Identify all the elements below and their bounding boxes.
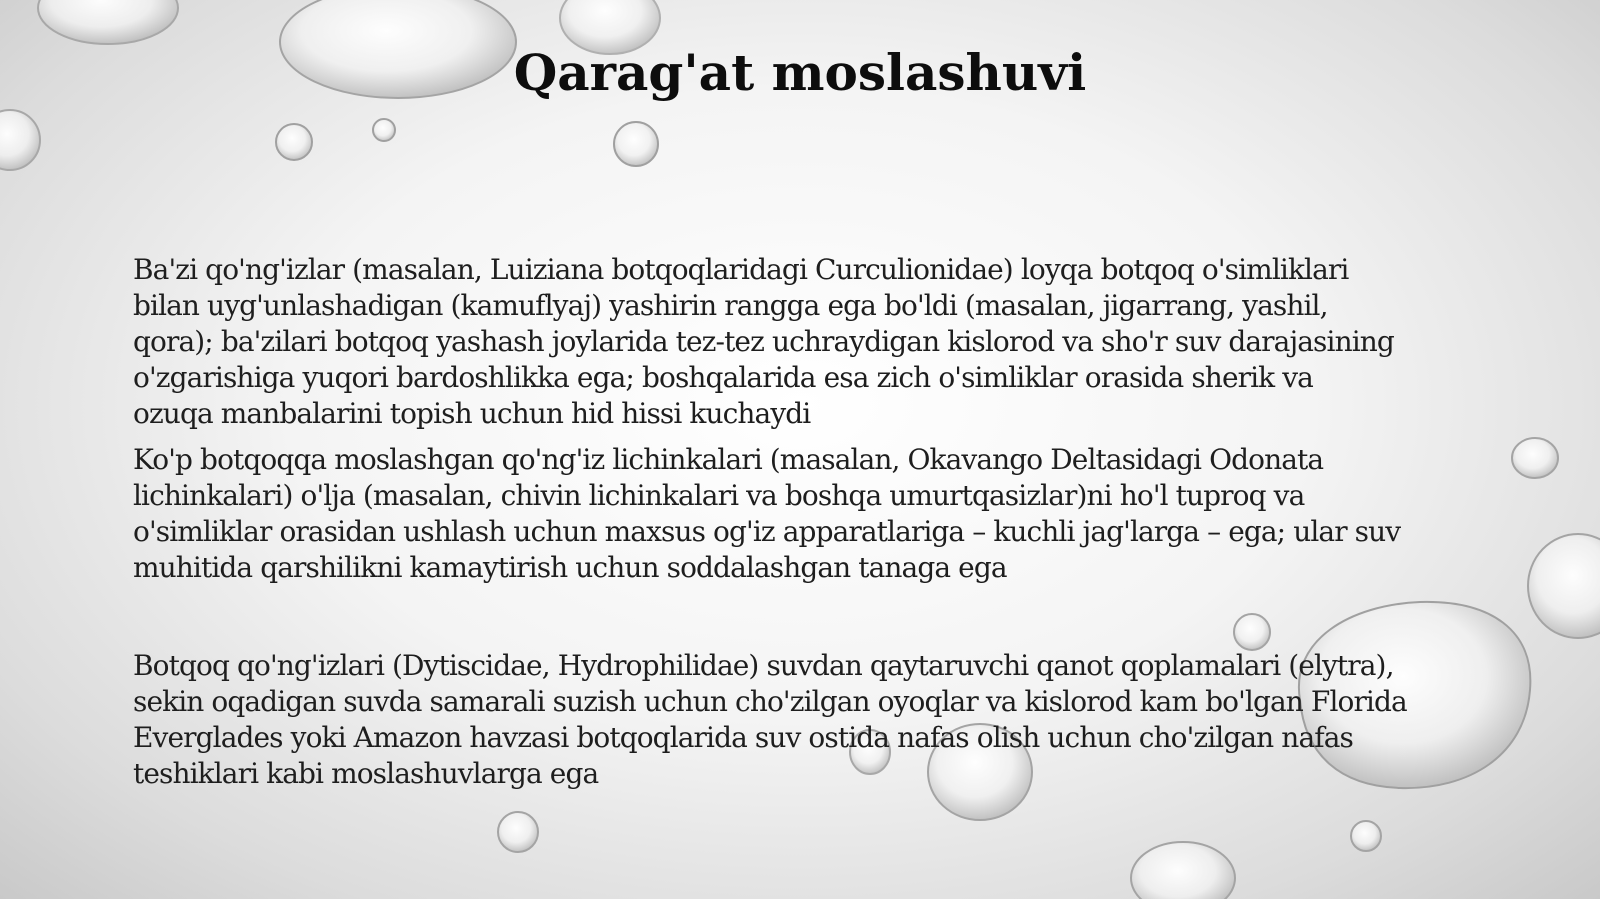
paragraph-line: Botqoq qo'ng'izlari (Dytiscidae, Hydrophilidae) suvdan qaytaruvchi qanot qoplamalari (elytra), bbox=[133, 649, 1394, 682]
droplet-left-edge bbox=[0, 110, 40, 170]
droplet-bottom-3 bbox=[498, 812, 538, 852]
slide-title: Qarag'at moslashuvi bbox=[513, 43, 1087, 102]
droplet-small-1 bbox=[276, 124, 312, 160]
paragraph-line: o'zgarishiga yuqori bardoshlikka ega; boshqalarida esa zich o'simliklar orasida sherik va bbox=[133, 361, 1313, 394]
paragraph-swamp-beetles bbox=[133, 648, 1513, 792]
droplet-right-1 bbox=[1512, 438, 1558, 478]
droplet-bottom-4 bbox=[1131, 842, 1235, 899]
paragraph-larvae bbox=[133, 442, 1513, 586]
slide-body bbox=[133, 252, 1513, 792]
droplet-small-2 bbox=[373, 119, 395, 141]
paragraph-line: Ko'p botqoqqa moslashgan qo'ng'iz lichinkalari (masalan, Okavango Deltasidagi Odonata bbox=[133, 443, 1324, 476]
paragraph-line: teshiklari kabi moslashuvlarga ega bbox=[133, 757, 599, 790]
paragraph-line: o'simliklar orasidan ushlash uchun maxsus og'iz apparatlariga – kuchli jag'larga – ega; ular suv bbox=[133, 515, 1401, 548]
paragraph-line: Everglades yoki Amazon havzasi botqoqlarida suv ostida nafas olish uchun cho'zilgan nafas bbox=[133, 721, 1353, 754]
paragraph-line: Ba'zi qo'ng'izlar (masalan, Luiziana botqoqlaridagi Curculionidae) loyqa botqoq o'simliklari bbox=[133, 253, 1349, 286]
paragraph-camouflage bbox=[133, 252, 1513, 432]
paragraph-line: lichinkalari) o'lja (masalan, chivin lichinkalari va boshqa umurtqasizlar)ni ho'l tuproq va bbox=[133, 479, 1305, 512]
droplet-bottom-5 bbox=[1351, 821, 1381, 851]
droplet-small-3 bbox=[614, 122, 658, 166]
droplet-right-2 bbox=[1528, 534, 1600, 638]
paragraph-line: muhitida qarshilikni kamaytirish uchun soddalashgan tanaga ega bbox=[133, 551, 1007, 584]
paragraph-line: qora); ba'zilari botqoq yashash joylarida tez-tez uchraydigan kislorod va sho'r suv darajasining bbox=[133, 325, 1394, 358]
paragraph-line: ozuqa manbalarini topish uchun hid hissi kuchaydi bbox=[133, 397, 811, 430]
paragraph-line: bilan uyg'unlashadigan (kamuflyaj) yashirin rangga ega bo'ldi (masalan, jigarrang, yashil, bbox=[133, 289, 1328, 322]
paragraph-line: sekin oqadigan suvda samarali suzish uchun cho'zilgan oyoqlar va kislorod kam bo'lgan Florida bbox=[133, 685, 1407, 718]
